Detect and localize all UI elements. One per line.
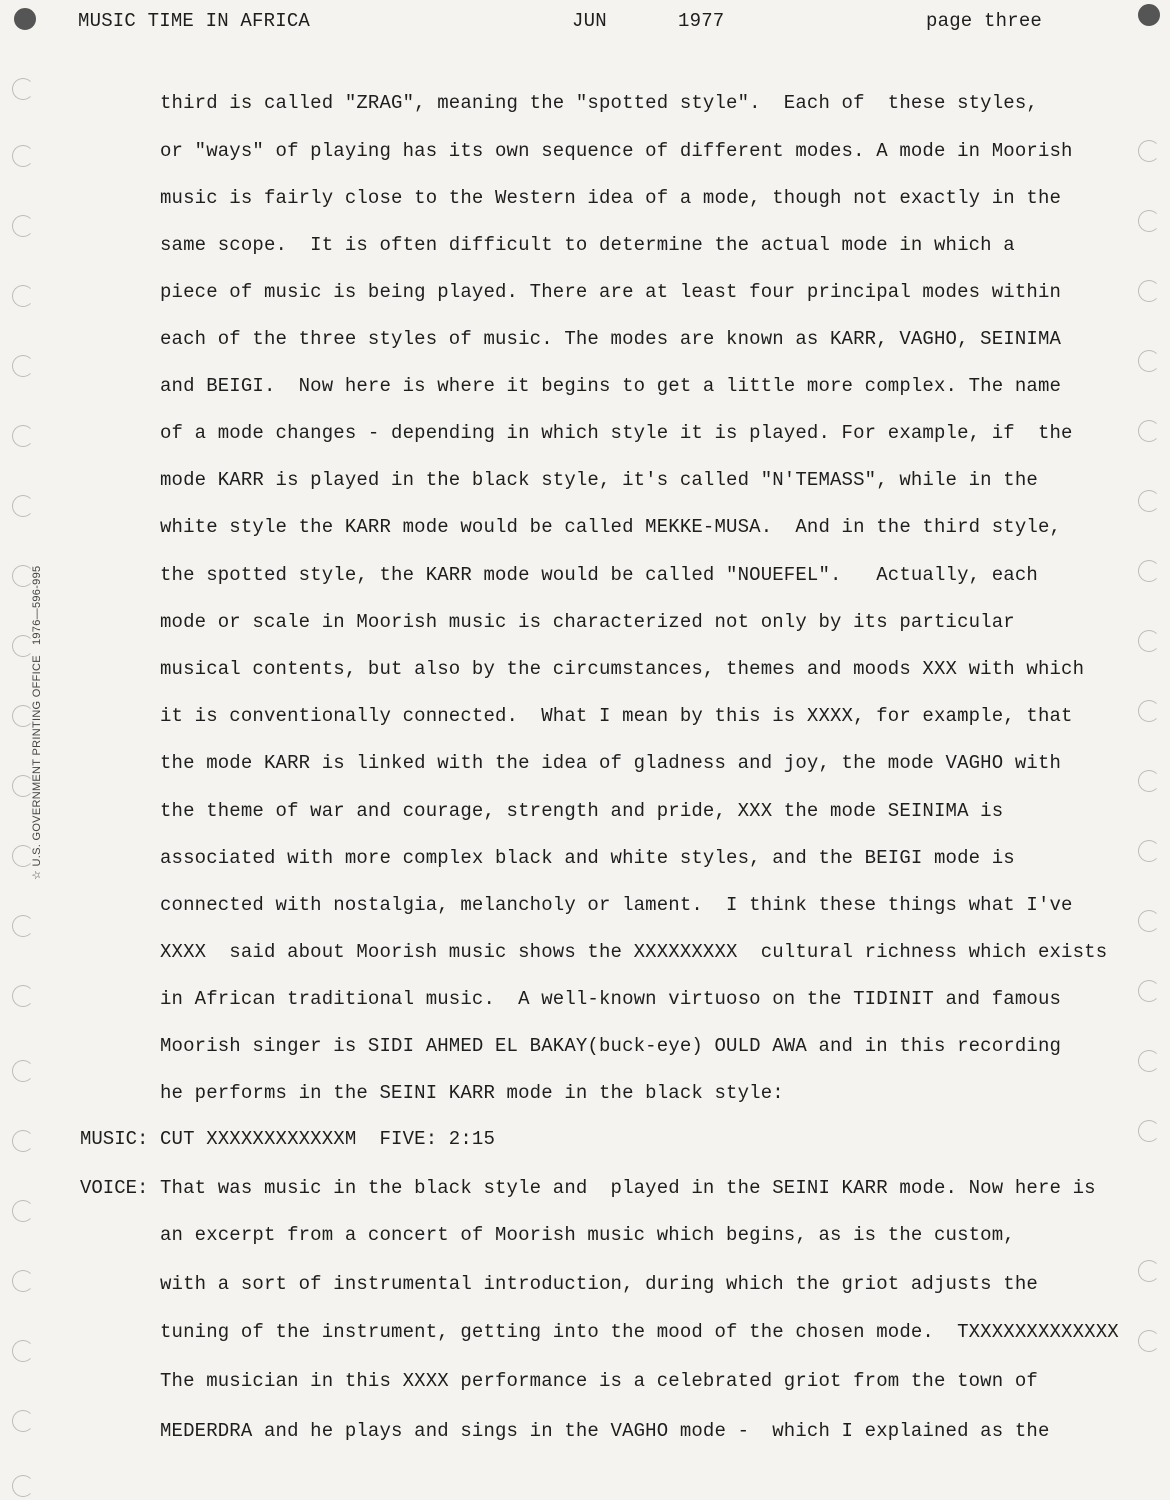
binder-hole-icon — [1138, 1120, 1160, 1142]
margin-imprint: ☆ U.S. GOVERNMENT PRINTING OFFICE 1976—596-995 — [31, 565, 43, 880]
binder-hole-icon — [12, 1060, 34, 1082]
body-line: mode or scale in Moorish music is characterized not only by its particular — [160, 611, 1015, 633]
header-month: JUN — [572, 10, 607, 32]
body-line: associated with more complex black and white styles, and the BEIGI mode is — [160, 847, 1015, 869]
body-line: music is fairly close to the Western idea of a mode, though not exactly in the — [160, 187, 1062, 209]
binder-hole-icon — [1138, 420, 1160, 442]
binder-hole-icon — [1138, 1260, 1160, 1282]
binder-hole-icon — [1138, 630, 1160, 652]
body-line: musical contents, but also by the circumstances, themes and moods XXX with which — [160, 658, 1085, 680]
binder-hole-icon — [14, 8, 36, 30]
music-label: MUSIC: — [80, 1128, 149, 1150]
binder-hole-icon — [1138, 490, 1160, 512]
body-line: each of the three styles of music. The modes are known as KARR, VAGHO, SEINIMA — [160, 328, 1062, 350]
binder-hole-icon — [1138, 350, 1160, 372]
body-line: or "ways" of playing has its own sequence of different modes. A mode in Moorish — [160, 140, 1073, 162]
body-line: mode KARR is played in the black style, it's called "N'TEMASS", while in the — [160, 469, 1038, 491]
binder-hole-icon — [12, 215, 34, 237]
body-line: Moorish singer is SIDI AHMED EL BAKAY(buck-eye) OULD AWA and in this recording — [160, 1035, 1062, 1057]
body-line: of a mode changes - depending in which style it is played. For example, if the — [160, 422, 1073, 444]
body-line: he performs in the SEINI KARR mode in the black style: — [160, 1082, 784, 1104]
body-line: the theme of war and courage, strength and pride, XXX the mode SEINIMA is — [160, 800, 1004, 822]
body-line: piece of music is being played. There are at least four principal modes within — [160, 281, 1062, 303]
voice-line: tuning of the instrument, getting into the mood of the chosen mode. TXXXXXXXXXXXXX — [160, 1321, 1119, 1343]
voice-label: VOICE: — [80, 1177, 149, 1199]
binder-hole-icon — [12, 915, 34, 937]
header-year: 1977 — [678, 10, 725, 32]
binder-hole-icon — [12, 145, 34, 167]
binder-hole-icon — [1138, 910, 1160, 932]
voice-line: That was music in the black style and played in the SEINI KARR mode. Now here is — [160, 1177, 1096, 1199]
binder-hole-icon — [1138, 1050, 1160, 1072]
binder-hole-icon — [1138, 980, 1160, 1002]
binder-hole-icon — [12, 1200, 34, 1222]
binder-hole-icon — [12, 1410, 34, 1432]
binder-hole-icon — [12, 985, 34, 1007]
binder-hole-icon — [1138, 700, 1160, 722]
body-line: XXXX said about Moorish music shows the XXXXXXXXX cultural richness which exists — [160, 941, 1108, 963]
binder-hole-icon — [1138, 840, 1160, 862]
body-line: same scope. It is often difficult to determine the actual mode in which a — [160, 234, 1015, 256]
body-line: third is called "ZRAG", meaning the "spotted style". Each of these styles, — [160, 92, 1038, 114]
binder-hole-icon — [12, 355, 34, 377]
header-page-number: page three — [926, 10, 1043, 32]
body-line: the spotted style, the KARR mode would be called "NOUEFEL". Actually, each — [160, 564, 1038, 586]
binder-hole-icon — [1138, 770, 1160, 792]
voice-line: MEDERDRA and he plays and sings in the VAGHO mode - which I explained as the — [160, 1420, 1050, 1442]
binder-hole-icon — [1138, 4, 1160, 26]
header-title: MUSIC TIME IN AFRICA — [78, 10, 311, 32]
body-line: white style the KARR mode would be called MEKKE-MUSA. And in the third style, — [160, 516, 1062, 538]
voice-line: with a sort of instrumental introduction, during which the griot adjusts the — [160, 1273, 1038, 1295]
binder-hole-icon — [12, 1270, 34, 1292]
body-line: in African traditional music. A well-known virtuoso on the TIDINIT and famous — [160, 988, 1062, 1010]
music-cue-text: CUT XXXXXXXXXXXXM FIVE: 2:15 — [160, 1128, 496, 1150]
binder-hole-icon — [12, 1475, 34, 1497]
binder-hole-icon — [12, 78, 34, 100]
binder-hole-icon — [1138, 280, 1160, 302]
binder-hole-icon — [12, 1130, 34, 1152]
binder-hole-icon — [12, 1340, 34, 1362]
binder-hole-icon — [1138, 1330, 1160, 1352]
voice-line: The musician in this XXXX performance is a celebrated griot from the town of — [160, 1370, 1038, 1392]
binder-hole-icon — [1138, 560, 1160, 582]
body-line: it is conventionally connected. What I mean by this is XXXX, for example, that — [160, 705, 1073, 727]
body-line: connected with nostalgia, melancholy or lament. I think these things what I've — [160, 894, 1073, 916]
binder-hole-icon — [12, 285, 34, 307]
binder-hole-icon — [12, 425, 34, 447]
binder-hole-icon — [1138, 140, 1160, 162]
voice-line: an excerpt from a concert of Moorish music which begins, as is the custom, — [160, 1224, 1015, 1246]
body-line: and BEIGI. Now here is where it begins to get a little more complex. The name — [160, 375, 1062, 397]
binder-hole-icon — [12, 495, 34, 517]
binder-hole-icon — [1138, 210, 1160, 232]
body-line: the mode KARR is linked with the idea of gladness and joy, the mode VAGHO with — [160, 752, 1062, 774]
